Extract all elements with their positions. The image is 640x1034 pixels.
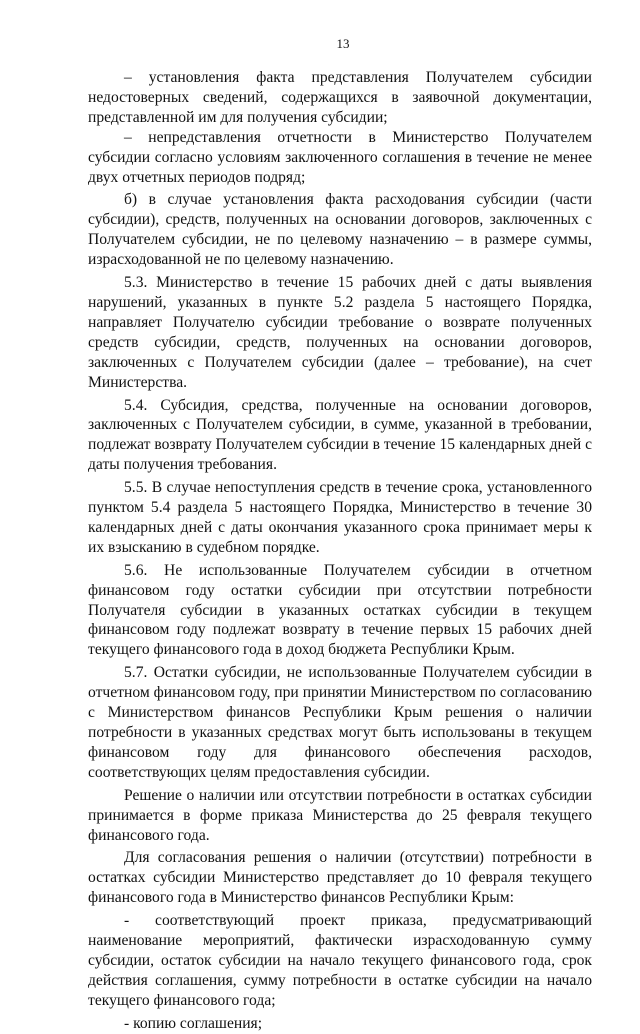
paragraph-false-info: – установления факта представления Получателем субсидии недостоверных сведений, содержащихся в заявочной документации, представленной им для получения субсидии; [88,69,592,126]
paragraph-misuse: б) в случае установления факта расходования субсидии (части субсидии), средств, полученных на основании договоров, заключенных с Получателем субсидии, не по целевому назначению – в размере суммы, израсходованной не по целевому назначению. [88,191,592,269]
paragraph-decision: Решение о наличии или отсутствии потребности в остатках субсидии принимается в форме приказа Министерства до 25 февраля текущего финансового года. [88,786,592,844]
paragraph-5-3: 5.3. Министерство в течение 15 рабочих дней с даты выявления нарушений, указанных в пункте 5.2 раздела 5 настоящего Порядка, направляет Получателю субсидии требование о возврате полученных средств субсидии, средств, полученных на основании договоров, заключенных с Получателем субсидии (далее – требование), на счет Министерства. [88,274,592,391]
paragraph-5-7: 5.7. Остатки субсидии, не использованные Получателем субсидии в отчетном финансовом году, при принятии Министерством по согласованию с Министерством финансов Республики Крым решения о наличии потребности в указанных средствах могут быть использованы в текущем финансовом году для финансового обеспечения расходов, соответствующих целям предоставления субсидии. [88,664,592,781]
paragraph-5-6: 5.6. Не использованные Получателем субсидии в отчетном финансовом году остатки субсидии при отсутствии потребности Получателя субсидии в указанных остатках субсидии в текущем финансовом году подлежат возврату в течение первых 15 рабочих дней текущего финансового года в доход бюджета Республики Крым. [88,561,592,659]
paragraph-approval: Для согласования решения о наличии (отсутствии) потребности в остатках субсидии Министерство представляет до 10 февраля текущего финансового года в Министерство финансов Республики Крым: [88,849,592,907]
list-item-agreement-copy: - копию соглашения; [124,1014,263,1032]
document-body [88,68,592,1034]
paragraph-5-4: 5.4. Субсидия, средства, полученные на основании договоров, заключенных с Получателем субсидии, в сумме, указанной в требовании, подлежат возврату Получателем субсидии в течение 15 календарных дней с даты получения требования. [88,396,592,474]
page-number: 13 [336,36,350,51]
paragraph-no-reports: – непредставления отчетности в Министерство Получателем субсидии согласно условиям заключенного соглашения в течение не менее двух отчетных периодов подряд; [88,128,592,186]
paragraph-5-5: 5.5. В случае непоступления средств в течение срока, установленного пунктом 5.4 раздела 5 настоящего Порядка, Министерство в течение 30 календарных дней с даты окончания указанного срока принимает меры к их взысканию в судебном порядке. [88,479,592,556]
list-item-draft-order: - соответствующий проект приказа, предусматривающий наименование мероприятий, фактически израсходованную сумму субсидии, остаток субсидии на начало текущего финансового года, срок действия соглашения, сумму потребности в остатке субсидии на начало текущего финансового года; [88,912,592,1009]
